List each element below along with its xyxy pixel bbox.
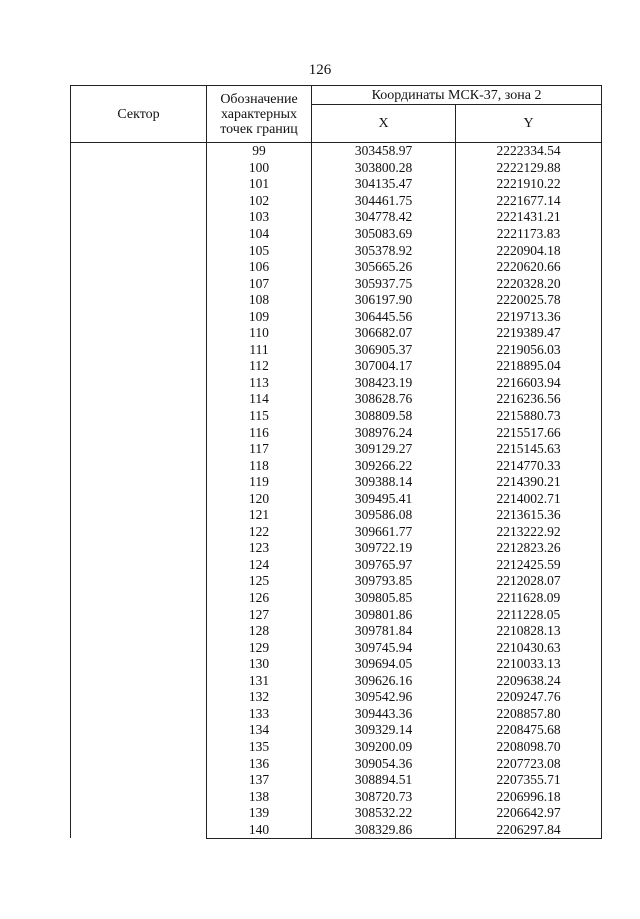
x-coordinate-cell: 308894.51 <box>312 772 456 789</box>
point-cell: 108 <box>207 292 312 309</box>
y-coordinate-cell: 2214390.21 <box>456 474 602 491</box>
y-coordinate-cell: 2220620.66 <box>456 259 602 276</box>
y-coordinate-cell: 2221910.22 <box>456 176 602 193</box>
y-coordinate-cell: 2215880.73 <box>456 408 602 425</box>
x-coordinate-cell: 309793.85 <box>312 573 456 590</box>
x-coordinate-cell: 309054.36 <box>312 755 456 772</box>
point-cell: 136 <box>207 755 312 772</box>
point-cell: 117 <box>207 441 312 458</box>
x-coordinate-cell: 303458.97 <box>312 143 456 160</box>
x-coordinate-cell: 309443.36 <box>312 706 456 723</box>
point-cell: 131 <box>207 673 312 690</box>
coordinates-table-body <box>71 143 602 839</box>
y-coordinate-cell: 2221677.14 <box>456 193 602 210</box>
x-coordinate-cell: 305083.69 <box>312 226 456 243</box>
y-coordinate-cell: 2211628.09 <box>456 590 602 607</box>
x-coordinate-cell: 309329.14 <box>312 722 456 739</box>
point-cell: 123 <box>207 540 312 557</box>
point-cell: 124 <box>207 557 312 574</box>
y-coordinate-cell: 2216236.56 <box>456 391 602 408</box>
header-point-designation: Обозначение характерных точек границ <box>207 86 312 143</box>
point-cell: 118 <box>207 457 312 474</box>
point-cell: 125 <box>207 573 312 590</box>
coordinates-table <box>70 85 602 839</box>
x-coordinate-cell: 308976.24 <box>312 424 456 441</box>
x-coordinate-cell: 305937.75 <box>312 275 456 292</box>
x-coordinate-cell: 308809.58 <box>312 408 456 425</box>
point-cell: 116 <box>207 424 312 441</box>
x-coordinate-cell: 306905.37 <box>312 342 456 359</box>
point-cell: 107 <box>207 275 312 292</box>
x-coordinate-cell: 305378.92 <box>312 242 456 259</box>
x-coordinate-cell: 309266.22 <box>312 457 456 474</box>
y-coordinate-cell: 2215145.63 <box>456 441 602 458</box>
x-coordinate-cell: 306197.90 <box>312 292 456 309</box>
x-coordinate-cell: 309661.77 <box>312 524 456 541</box>
point-cell: 134 <box>207 722 312 739</box>
y-coordinate-cell: 2220025.78 <box>456 292 602 309</box>
y-coordinate-cell: 2215517.66 <box>456 424 602 441</box>
point-cell: 132 <box>207 689 312 706</box>
x-coordinate-cell: 306445.56 <box>312 308 456 325</box>
point-cell: 139 <box>207 805 312 822</box>
header-y: Y <box>456 105 602 143</box>
y-coordinate-cell: 2209638.24 <box>456 673 602 690</box>
x-coordinate-cell: 304461.75 <box>312 193 456 210</box>
x-coordinate-cell: 309781.84 <box>312 623 456 640</box>
point-cell: 121 <box>207 507 312 524</box>
point-cell: 120 <box>207 490 312 507</box>
y-coordinate-cell: 2222334.54 <box>456 143 602 160</box>
y-coordinate-cell: 2210430.63 <box>456 639 602 656</box>
y-coordinate-cell: 2219713.36 <box>456 308 602 325</box>
point-cell: 99 <box>207 143 312 160</box>
x-coordinate-cell: 309495.41 <box>312 490 456 507</box>
point-cell: 126 <box>207 590 312 607</box>
y-coordinate-cell: 2222129.88 <box>456 160 602 177</box>
x-coordinate-cell: 308423.19 <box>312 375 456 392</box>
point-cell: 113 <box>207 375 312 392</box>
y-coordinate-cell: 2208857.80 <box>456 706 602 723</box>
point-cell: 140 <box>207 821 312 838</box>
point-cell: 111 <box>207 342 312 359</box>
point-cell: 133 <box>207 706 312 723</box>
point-cell: 101 <box>207 176 312 193</box>
y-coordinate-cell: 2220328.20 <box>456 275 602 292</box>
y-coordinate-cell: 2211228.05 <box>456 606 602 623</box>
x-coordinate-cell: 309388.14 <box>312 474 456 491</box>
x-coordinate-cell: 305665.26 <box>312 259 456 276</box>
x-coordinate-cell: 309765.97 <box>312 557 456 574</box>
point-cell: 130 <box>207 656 312 673</box>
y-coordinate-cell: 2219056.03 <box>456 342 602 359</box>
point-cell: 110 <box>207 325 312 342</box>
x-coordinate-cell: 309722.19 <box>312 540 456 557</box>
point-cell: 138 <box>207 788 312 805</box>
point-cell: 109 <box>207 308 312 325</box>
point-cell: 127 <box>207 606 312 623</box>
x-coordinate-cell: 309586.08 <box>312 507 456 524</box>
y-coordinate-cell: 2208098.70 <box>456 739 602 756</box>
y-coordinate-cell: 2206996.18 <box>456 788 602 805</box>
point-cell: 122 <box>207 524 312 541</box>
y-coordinate-cell: 2213615.36 <box>456 507 602 524</box>
point-cell: 137 <box>207 772 312 789</box>
x-coordinate-cell: 309542.96 <box>312 689 456 706</box>
point-cell: 114 <box>207 391 312 408</box>
y-coordinate-cell: 2212028.07 <box>456 573 602 590</box>
point-cell: 106 <box>207 259 312 276</box>
x-coordinate-cell: 309626.16 <box>312 673 456 690</box>
x-coordinate-cell: 309694.05 <box>312 656 456 673</box>
y-coordinate-cell: 2206642.97 <box>456 805 602 822</box>
y-coordinate-cell: 2214002.71 <box>456 490 602 507</box>
y-coordinate-cell: 2216603.94 <box>456 375 602 392</box>
point-cell: 104 <box>207 226 312 243</box>
y-coordinate-cell: 2218895.04 <box>456 358 602 375</box>
point-cell: 103 <box>207 209 312 226</box>
x-coordinate-cell: 306682.07 <box>312 325 456 342</box>
point-cell: 105 <box>207 242 312 259</box>
point-cell: 135 <box>207 739 312 756</box>
y-coordinate-cell: 2207355.71 <box>456 772 602 789</box>
header-sector: Сектор <box>71 86 207 143</box>
y-coordinate-cell: 2220904.18 <box>456 242 602 259</box>
point-cell: 102 <box>207 193 312 210</box>
point-cell: 119 <box>207 474 312 491</box>
x-coordinate-cell: 304778.42 <box>312 209 456 226</box>
y-coordinate-cell: 2213222.92 <box>456 524 602 541</box>
x-coordinate-cell: 309745.94 <box>312 639 456 656</box>
x-coordinate-cell: 308329.86 <box>312 821 456 838</box>
y-coordinate-cell: 2212823.26 <box>456 540 602 557</box>
y-coordinate-cell: 2221431.21 <box>456 209 602 226</box>
x-coordinate-cell: 308532.22 <box>312 805 456 822</box>
x-coordinate-cell: 309805.85 <box>312 590 456 607</box>
x-coordinate-cell: 309200.09 <box>312 739 456 756</box>
point-cell: 128 <box>207 623 312 640</box>
y-coordinate-cell: 2206297.84 <box>456 821 602 838</box>
header-coordinates-group: Координаты МСК-37, зона 2 <box>312 86 602 105</box>
point-cell: 129 <box>207 639 312 656</box>
x-coordinate-cell: 309129.27 <box>312 441 456 458</box>
point-cell: 115 <box>207 408 312 425</box>
table-row <box>71 143 602 160</box>
y-coordinate-cell: 2221173.83 <box>456 226 602 243</box>
x-coordinate-cell: 308720.73 <box>312 788 456 805</box>
y-coordinate-cell: 2212425.59 <box>456 557 602 574</box>
sector-cell <box>71 143 207 839</box>
y-coordinate-cell: 2208475.68 <box>456 722 602 739</box>
header-x: X <box>312 105 456 143</box>
x-coordinate-cell: 309801.86 <box>312 606 456 623</box>
point-cell: 100 <box>207 160 312 177</box>
y-coordinate-cell: 2210033.13 <box>456 656 602 673</box>
x-coordinate-cell: 307004.17 <box>312 358 456 375</box>
y-coordinate-cell: 2209247.76 <box>456 689 602 706</box>
y-coordinate-cell: 2207723.08 <box>456 755 602 772</box>
y-coordinate-cell: 2210828.13 <box>456 623 602 640</box>
point-cell: 112 <box>207 358 312 375</box>
y-coordinate-cell: 2219389.47 <box>456 325 602 342</box>
x-coordinate-cell: 304135.47 <box>312 176 456 193</box>
x-coordinate-cell: 303800.28 <box>312 160 456 177</box>
x-coordinate-cell: 308628.76 <box>312 391 456 408</box>
page-number: 126 <box>308 62 332 78</box>
y-coordinate-cell: 2214770.33 <box>456 457 602 474</box>
